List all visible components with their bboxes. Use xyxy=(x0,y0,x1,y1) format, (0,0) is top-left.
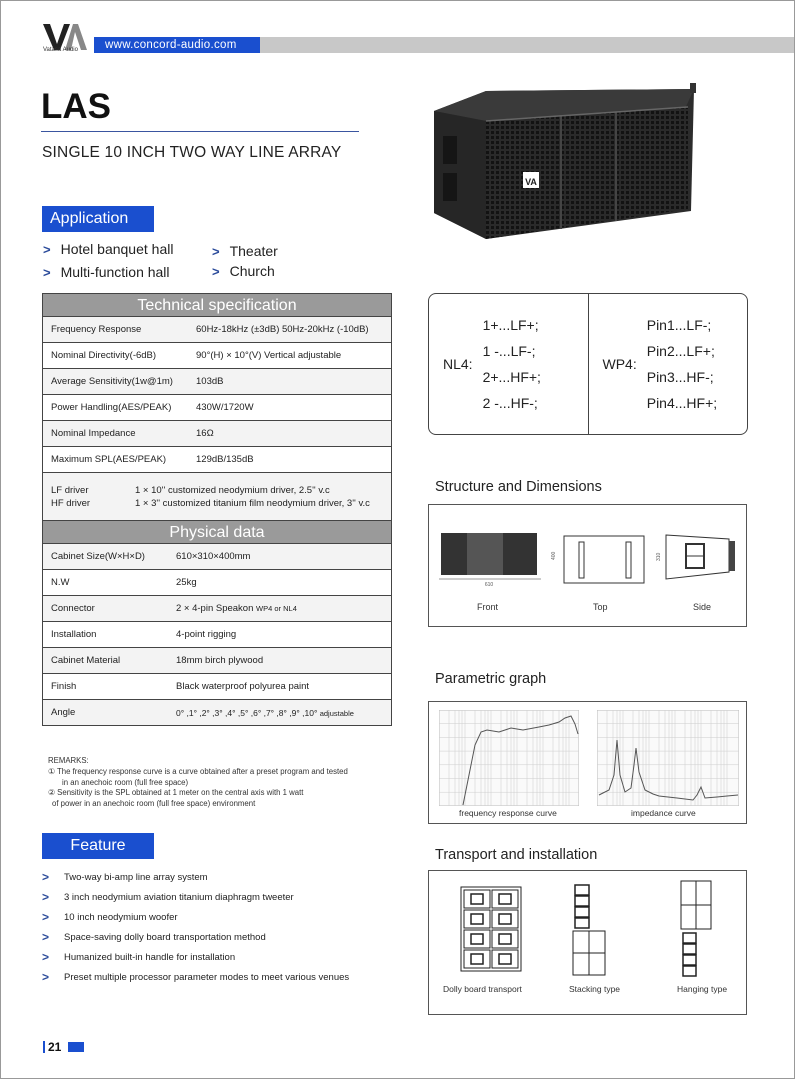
chevron-right-icon: > xyxy=(42,890,50,904)
svg-text:310: 310 xyxy=(656,552,662,561)
application-item: > Theater xyxy=(212,243,278,259)
cabinet-handle xyxy=(471,894,483,904)
feature-item: > Space-saving dolly board transportation method xyxy=(42,930,266,944)
chevron-right-icon: > xyxy=(43,265,51,280)
subwoofer-cabinet xyxy=(696,905,711,929)
transport-heading: Transport and installation xyxy=(435,847,598,863)
chevron-right-icon: > xyxy=(42,970,50,984)
spec-table xyxy=(42,293,392,726)
subwoofer-cabinet xyxy=(681,905,696,929)
product-model: LAS xyxy=(41,87,111,126)
array-cabinet xyxy=(683,944,696,954)
array-cabinet xyxy=(575,907,589,917)
physical-row: Connector 2 × 4-pin Speakon WP4 or NL4 xyxy=(43,596,391,622)
array-cabinet xyxy=(683,933,696,943)
feature-heading: Feature xyxy=(42,833,154,859)
spec-row: Maximum SPL(AES/PEAK) 129dB/135dB xyxy=(43,447,391,473)
spec-row: Nominal Impedance 16Ω xyxy=(43,421,391,447)
cabinet-handle xyxy=(471,914,483,924)
application-item: > Multi-function hall xyxy=(43,264,170,280)
title-divider xyxy=(41,131,359,132)
physical-row: N.W 25kg xyxy=(43,570,391,596)
cabinet-handle xyxy=(499,914,511,924)
impedance-graph xyxy=(597,710,739,806)
array-cabinet xyxy=(575,885,589,895)
physical-data-heading: Physical data xyxy=(43,521,391,544)
physical-row: Cabinet Material 18mm birch plywood xyxy=(43,648,391,674)
array-cabinet xyxy=(683,955,696,965)
physical-row: Installation 4-point rigging xyxy=(43,622,391,648)
transport-diagram xyxy=(428,870,747,1015)
chevron-right-icon: > xyxy=(43,242,51,257)
feature-item: > 3 inch neodymium aviation titanium diaphragm tweeter xyxy=(42,890,294,904)
frequency-response-graph xyxy=(439,710,579,806)
structure-heading: Structure and Dimensions xyxy=(435,479,602,495)
product-subtitle: SINGLE 10 INCH TWO WAY LINE ARRAY xyxy=(42,144,342,161)
svg-text:610: 610 xyxy=(484,582,494,587)
cabinet-handle xyxy=(471,934,483,944)
array-cabinet xyxy=(683,966,696,976)
subwoofer-cabinet xyxy=(589,931,605,953)
svg-text:VA: VA xyxy=(525,177,537,187)
product-image xyxy=(426,81,706,251)
spec-row: Nominal Directivity(-6dB) 90°(H) × 10°(V) Vertical adjustable xyxy=(43,343,391,369)
page-number-bar xyxy=(43,1041,45,1053)
feature-list xyxy=(42,867,349,987)
array-cabinet xyxy=(575,918,589,928)
chevron-right-icon: > xyxy=(212,244,220,259)
subwoofer-cabinet xyxy=(696,881,711,905)
parametric-heading: Parametric graph xyxy=(435,671,547,687)
chevron-right-icon: > xyxy=(42,910,50,924)
feature-item: > Preset multiple processor parameter modes to meet various venues xyxy=(42,970,350,984)
technical-spec-heading: Technical specification xyxy=(43,294,391,317)
spec-row: Power Handling(AES/PEAK) 430W/1720W xyxy=(43,395,391,421)
hanging-type-drawing xyxy=(679,879,719,979)
spec-row: Average Sensitivity(1w@1m) 103dB xyxy=(43,369,391,395)
chevron-right-icon: > xyxy=(42,870,50,884)
physical-row: Finish Black waterproof polyurea paint xyxy=(43,674,391,700)
frequency-response-caption: frequency response curve xyxy=(459,808,557,818)
pinout-box xyxy=(428,293,748,435)
feature-item: > Two-way bi-amp line array system xyxy=(42,870,208,884)
chevron-right-icon: > xyxy=(42,950,50,964)
feature-item: > Humanized built-in handle for installation xyxy=(42,950,236,964)
application-item: > Hotel banquet hall xyxy=(43,241,174,257)
page-number: 21 xyxy=(48,1040,62,1054)
remarks: REMARKS: ① The frequency response curve is a curve obtained after a preset program and tested in an anechoic room (full free space) ② Sensitivity is the SPL obtained at 1 meter on the central axis with 1 watt of power in an anechoic room (full free space) environment xyxy=(48,756,348,809)
subwoofer-cabinet xyxy=(681,881,696,905)
subwoofer-cabinet xyxy=(573,931,589,953)
dolly-transport-drawing xyxy=(459,885,523,975)
cabinet-handle xyxy=(499,954,511,964)
front-view-label: Front xyxy=(477,602,499,612)
physical-row: Cabinet Size(W×H×D) 610×310×400mm xyxy=(43,544,391,570)
impedance-caption: impedance curve xyxy=(631,808,696,818)
application-item: > Church xyxy=(212,263,275,279)
array-cabinet xyxy=(575,896,589,906)
front-view-drawing xyxy=(437,527,542,587)
chevron-right-icon: > xyxy=(212,264,220,279)
dolly-caption: Dolly board transport xyxy=(443,984,522,994)
application-heading: Application xyxy=(42,206,154,232)
stacking-type-drawing xyxy=(569,881,619,977)
cabinet-handle xyxy=(499,894,511,904)
subwoofer-cabinet xyxy=(589,953,605,975)
spec-row: Frequency Response 60Hz-18kHz (±3dB) 50Hz-20kHz (-10dB) xyxy=(43,317,391,343)
svg-text:400: 400 xyxy=(551,551,557,560)
driver-row: LF driver HF driver 1 × 10'' customized neodymium driver, 2.5'' v.c 1 × 3'' customized titanium film neodymium driver, 3'' v.c xyxy=(43,473,391,521)
website-url[interactable]: www.concord-audio.com xyxy=(94,37,260,53)
brand-name: Vatasa Audio xyxy=(43,47,78,53)
side-view-drawing xyxy=(654,527,744,587)
wp4-pinout: WP4: Pin1...LF-; Pin2...LF+; Pin3...HF-; Pin4...HF+; xyxy=(588,294,748,434)
cabinet-handle xyxy=(499,934,511,944)
chevron-right-icon: > xyxy=(42,930,50,944)
subwoofer-cabinet xyxy=(573,953,589,975)
feature-item: > 10 inch neodymium woofer xyxy=(42,910,178,924)
hanging-caption: Hanging type xyxy=(677,984,728,994)
top-view-label: Top xyxy=(593,602,608,612)
structure-diagram xyxy=(428,504,747,627)
nl4-pinout: NL4: 1+...LF+; 1 -...LF-; 2+...HF+; 2 -...HF-; xyxy=(443,317,541,411)
parametric-graphs xyxy=(428,701,747,824)
stacking-caption: Stacking type xyxy=(569,984,621,994)
side-view-label: Side xyxy=(693,602,712,612)
page-number-bar xyxy=(68,1042,84,1052)
top-view-drawing xyxy=(549,530,649,590)
physical-row: Angle 0° ,1° ,2° ,3° ,4° ,5° ,6° ,7° ,8° ,9° ,10° adjustable xyxy=(43,700,391,726)
cabinet-handle xyxy=(471,954,483,964)
